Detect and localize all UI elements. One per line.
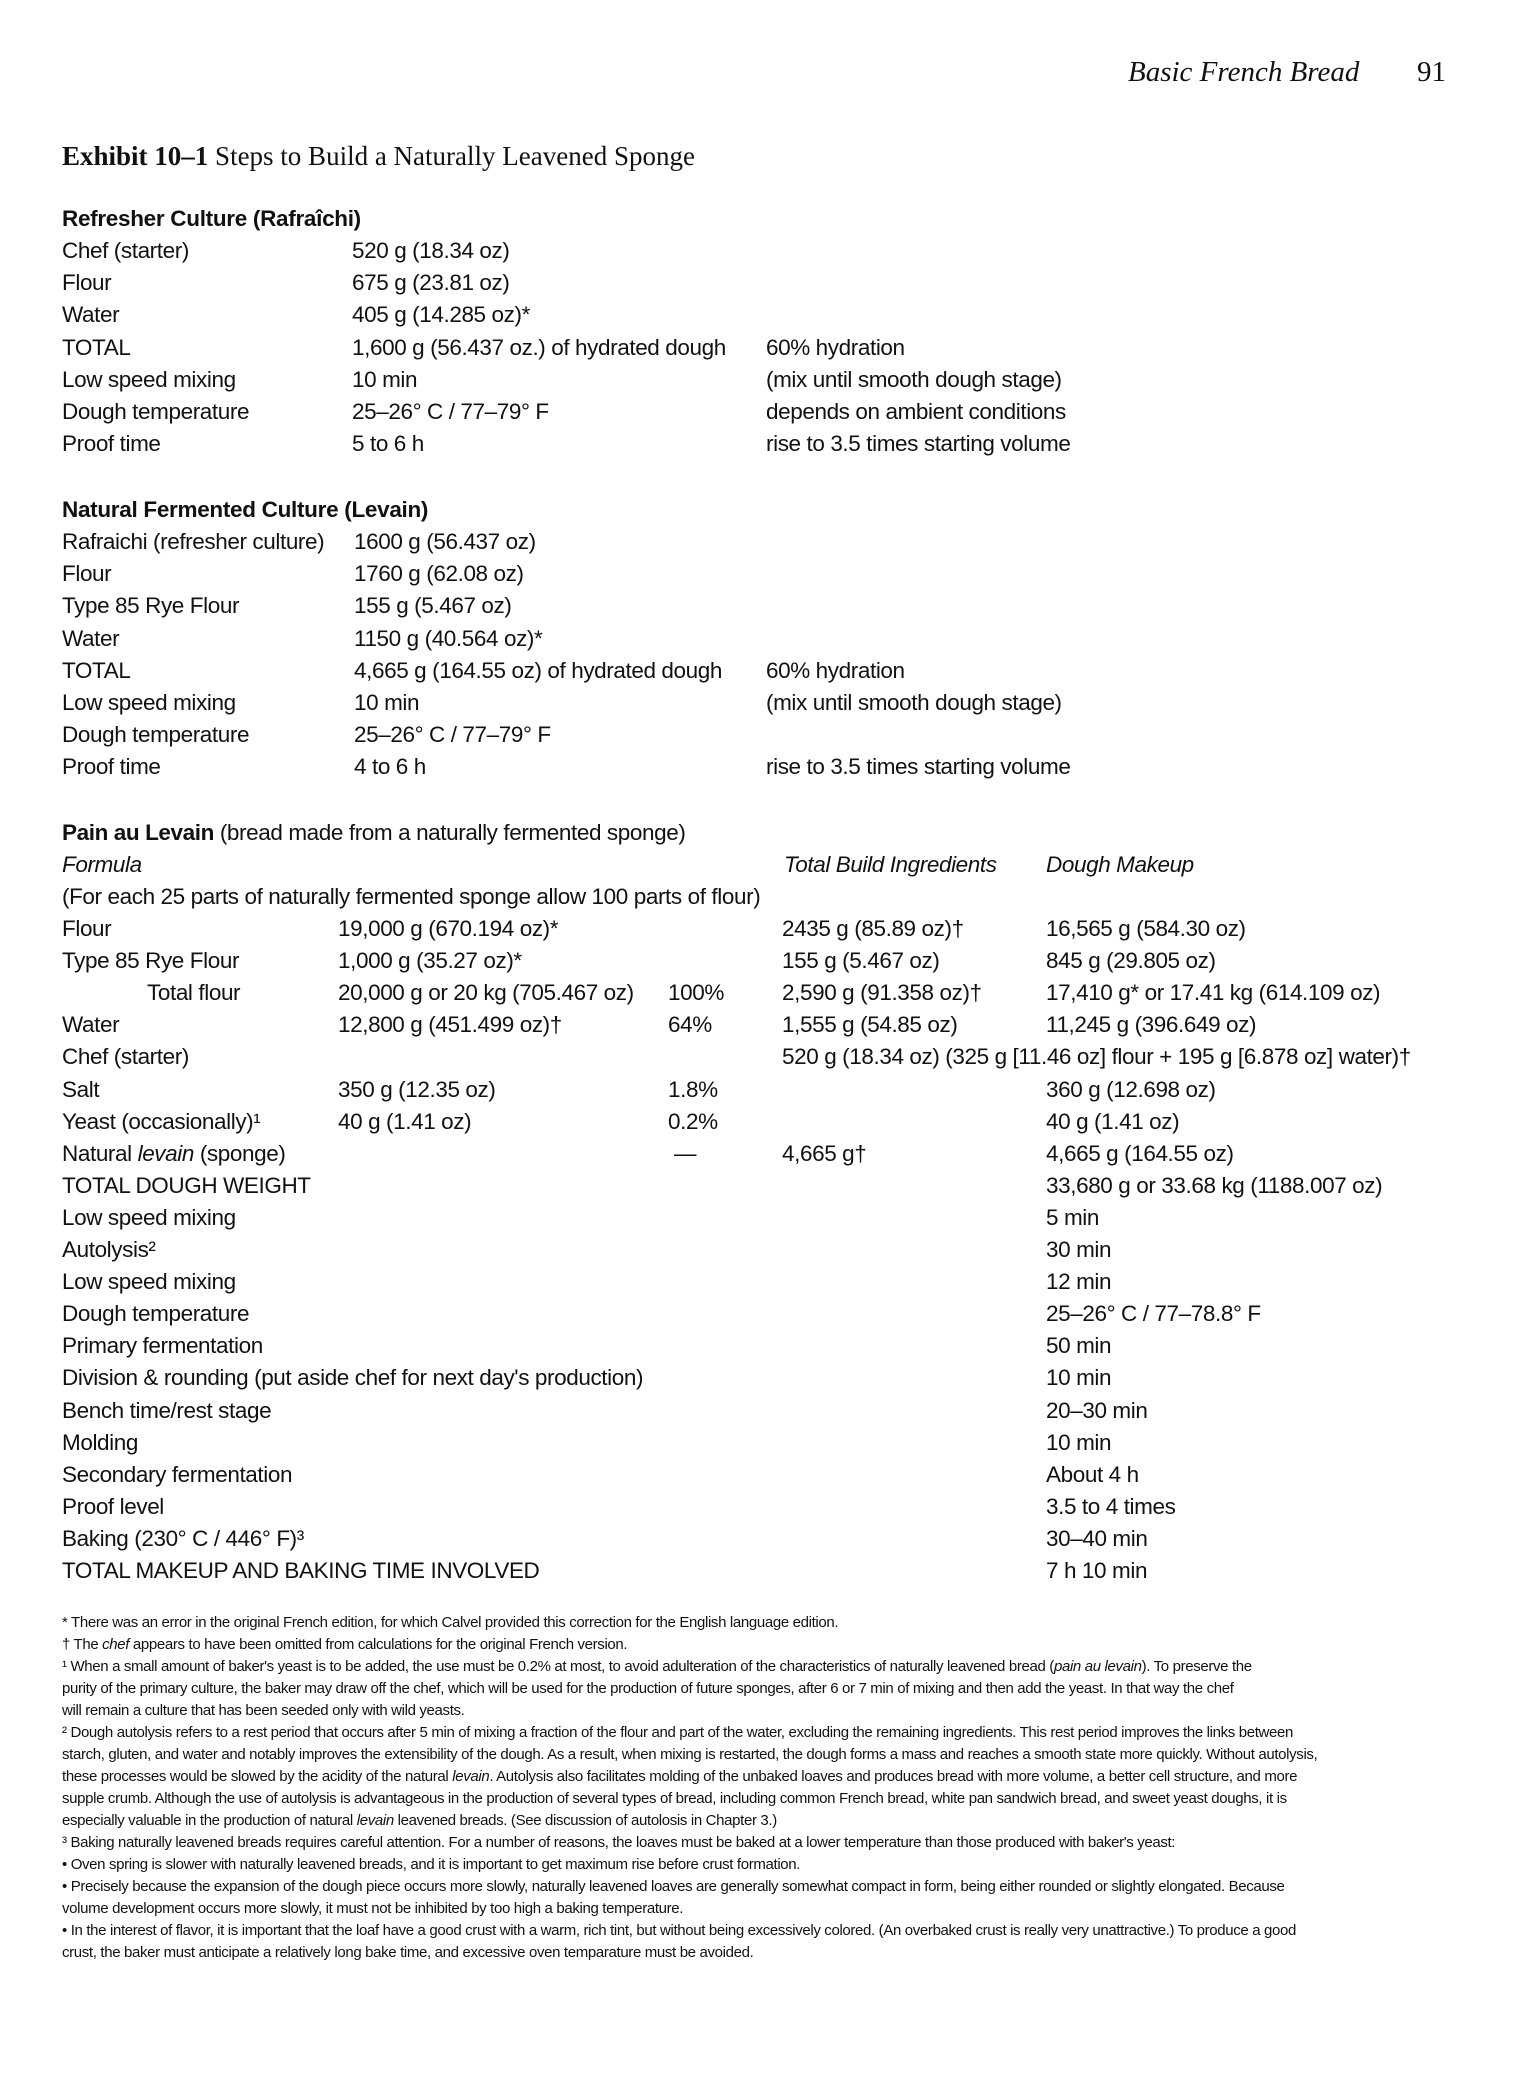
pain-formula-value: 1,000 g (35.27 oz)* [338,948,522,973]
refresher-label: Dough temperature [62,399,250,424]
refresher-label: TOTAL [62,335,131,360]
pain-build-value: 4,665 g† [782,1141,867,1166]
exhibit-label: Exhibit 10–1 [62,141,209,171]
pain-formula-value: 20,000 g or 20 kg (705.467 oz) [338,980,634,1005]
pain-build-value: 1,555 g (54.85 oz) [782,1012,958,1037]
refresher-note: rise to 3.5 times starting volume [766,431,1071,456]
pain-formula-value: 350 g (12.35 oz) [338,1077,496,1102]
levain-value: 4,665 g (164.55 oz) of hydrated dough [354,658,722,683]
pain-row-label: Yeast (occasionally)¹ [62,1109,261,1134]
refresher-heading: Refresher Culture (Rafraîchi) [62,206,361,231]
pain-percent: 64% [668,1012,712,1037]
pain-row-label: Water [62,1012,120,1037]
levain-label: Water [62,626,120,651]
pain-row-label: Type 85 Rye Flour [62,948,240,973]
pain-makeup-value: About 4 h [1046,1462,1139,1487]
refresher-value: 675 g (23.81 oz) [352,270,510,295]
pain-row-label: TOTAL MAKEUP AND BAKING TIME INVOLVED [62,1558,540,1583]
footnote-2-cont: these processes would be slowed by the acidity of the natural levain. Autolysis also facilitates molding of the unbaked loaves and produces bread with more volume, a better cell structure, and more [62,1768,1298,1785]
pain-row-label: Natural levain (sponge) [62,1141,286,1166]
pain-row-label: Bench time/rest stage [62,1398,272,1423]
pain-row-label: Primary fermentation [62,1333,263,1358]
pain-formula-value: 19,000 g (670.194 oz)* [338,916,559,941]
levain-label: Type 85 Rye Flour [62,593,240,618]
levain-value: 25–26° C / 77–79° F [354,722,551,747]
pain-row-label: Low speed mixing [62,1205,236,1230]
pain-row-label: Salt [62,1077,100,1102]
pain-makeup-value: 30 min [1046,1237,1112,1262]
pain-row-label: Chef (starter) [62,1044,189,1069]
pain-heading [62,820,685,846]
footnote-bullet-cont: crust, the baker must anticipate a relatively long bake time, and excessive oven temparature must be avoided. [62,1944,754,1961]
levain-heading: Natural Fermented Culture (Levain) [62,497,429,522]
refresher-value: 405 g (14.285 oz)* [352,302,530,327]
pain-makeup-value: 360 g (12.698 oz) [1046,1077,1216,1102]
pain-row-label: TOTAL DOUGH WEIGHT [62,1173,311,1198]
pain-heading-rest: (bread made from a naturally fermented sponge) [219,820,686,845]
pain-formula-value: 12,800 g (451.499 oz)† [338,1012,562,1037]
pain-percent: 100% [668,980,724,1005]
levain-label: Dough temperature [62,722,250,747]
levain-label: Low speed mixing [62,690,236,715]
levain-label: TOTAL [62,658,131,683]
pain-makeup-value: 10 min [1046,1365,1112,1390]
footnote-1-cont: purity of the primary culture, the baker may draw off the chef, which will be used for the production of future sponges, after 6 or 7 min of mixing and then add the yeast. In that way the chef [62,1680,1234,1697]
pain-build-value: 155 g (5.467 oz) [782,948,940,973]
pain-build-value: 2,590 g (91.358 oz)† [782,980,982,1005]
footnote-1: ¹ When a small amount of baker's yeast is to be added, the use must be 0.2% at most, to avoid adulteration of the characteristics of naturally leavened bread (pain au levain). To preserve the [62,1658,1252,1675]
pain-row-label: Dough temperature [62,1301,250,1326]
footnote-2-cont: supple crumb. Although the use of autolysis is advantageous in the production of several types of bread, including common French bread, white pan sandwich bread, and sweet yeast doughs, it is [62,1790,1287,1807]
pain-makeup-value: 17,410 g* or 17.41 kg (614.109 oz) [1046,980,1381,1005]
pain-percent: — [674,1141,697,1166]
pain-makeup-value: 7 h 10 min [1046,1558,1148,1583]
refresher-label: Flour [62,270,112,295]
pain-makeup-value: 50 min [1046,1333,1112,1358]
refresher-value: 1,600 g (56.437 oz.) of hydrated dough [352,335,726,360]
pain-row-label: Flour [62,916,112,941]
pain-row-label: Low speed mixing [62,1269,236,1294]
pain-makeup-value: 5 min [1046,1205,1100,1230]
refresher-value: 5 to 6 h [352,431,424,456]
pain-makeup-value: 11,245 g (396.649 oz) [1046,1012,1257,1037]
footnote-star: * There was an error in the original French edition, for which Calvel provided this correction for the English language edition. [62,1614,839,1631]
pain-makeup-value: 12 min [1046,1269,1112,1294]
pain-row-label: Total flour [147,980,241,1005]
refresher-value: 10 min [352,367,418,392]
pain-row-label: Proof level [62,1494,164,1519]
refresher-note: (mix until smooth dough stage) [766,367,1062,392]
levain-value: 10 min [354,690,420,715]
footnote-dagger: † The chef appears to have been omitted from calculations for the original French version. [62,1636,628,1653]
exhibit-title [62,141,695,172]
refresher-label: Water [62,302,120,327]
footnote-bullet: • Oven spring is slower with naturally leavened breads, and it is important to get maximum rise before crust formation. [62,1856,801,1873]
footnote-2-cont: especially valuable in the production of natural levain leavened breads. (See discussion of autolosis in Chapter 3.) [62,1812,777,1829]
refresher-label: Chef (starter) [62,238,189,263]
refresher-note: depends on ambient conditions [766,399,1066,424]
refresher-value: 25–26° C / 77–79° F [352,399,549,424]
footnote-1-cont: will remain a culture that has been seeded only with wild yeasts. [62,1702,465,1719]
pain-makeup-value: 40 g (1.41 oz) [1046,1109,1180,1134]
levain-value: 155 g (5.467 oz) [354,593,512,618]
levain-value: 1600 g (56.437 oz) [354,529,536,554]
pain-row-label: Autolysis² [62,1237,156,1262]
refresher-note: 60% hydration [766,335,905,360]
levain-value: 4 to 6 h [354,754,426,779]
footnote-2: ² Dough autolysis refers to a rest period that occurs after 5 min of mixing a fraction of the flour and part of the water, excluding the remaining ingredients. This rest period improves the links between [62,1724,1294,1741]
pain-makeup-value: 4,665 g (164.55 oz) [1046,1141,1234,1166]
pain-makeup-value: 25–26° C / 77–78.8° F [1046,1301,1261,1326]
refresher-label: Low speed mixing [62,367,236,392]
pain-makeup-value: 10 min [1046,1430,1112,1455]
formula-label: Formula [62,852,142,877]
pain-build-value: 2435 g (85.89 oz)† [782,916,964,941]
footnote-bullet: • In the interest of flavor, it is important that the loaf have a good crust with a warm, rich tint, but without being excessively colored. (An overbaked crust is really very unattractive.) To produce a good [62,1922,1297,1939]
pain-makeup-value: 16,565 g (584.30 oz) [1046,916,1246,941]
pain-makeup-value: 33,680 g or 33.68 kg (1188.007 oz) [1046,1173,1383,1198]
refresher-value: 520 g (18.34 oz) [352,238,510,263]
pain-build-value: 520 g (18.34 oz) (325 g [11.46 oz] flour + 195 g [6.878 oz] water)† [782,1044,1411,1069]
levain-label: Rafraichi (refresher culture) [62,529,325,554]
levain-note: (mix until smooth dough stage) [766,690,1062,715]
pain-formula-value: 40 g (1.41 oz) [338,1109,472,1134]
pain-percent: 1.8% [668,1077,718,1102]
refresher-label: Proof time [62,431,161,456]
levain-label: Flour [62,561,112,586]
pain-row-label: Molding [62,1430,138,1455]
levain-label: Proof time [62,754,161,779]
col-header-build: Total Build Ingredients [784,852,997,877]
levain-value: 1150 g (40.564 oz)* [354,626,543,651]
levain-note: 60% hydration [766,658,905,683]
footnote-bullet-cont: volume development occurs more slowly, it must not be inhibited by too high a baking temperature. [62,1900,684,1917]
col-header-makeup: Dough Makeup [1046,852,1194,877]
pain-heading-bold: Pain au Levain [62,820,214,845]
pain-makeup-value: 30–40 min [1046,1526,1148,1551]
footnote-3: ³ Baking naturally leavened breads requires careful attention. For a number of reasons, the loaves must be baked at a lower temperature than those produced with baker's yeast: [62,1834,1176,1851]
pain-makeup-value: 3.5 to 4 times [1046,1494,1176,1519]
pain-makeup-value: 20–30 min [1046,1398,1148,1423]
running-title: Basic French Bread [1128,56,1360,88]
pain-makeup-value: 845 g (29.805 oz) [1046,948,1216,973]
pain-percent: 0.2% [668,1109,718,1134]
footnote-bullet: • Precisely because the expansion of the dough piece occurs more slowly, naturally leavened loaves are generally somewhat compact in form, being either rounded or slightly elongated. Because [62,1878,1285,1895]
levain-note: rise to 3.5 times starting volume [766,754,1071,779]
pain-row-label: Secondary fermentation [62,1462,293,1487]
pain-row-label: Division & rounding (put aside chef for next day's production) [62,1365,644,1390]
pain-row-label: Baking (230° C / 446° F)³ [62,1526,304,1551]
exhibit-caption: Steps to Build a Naturally Leavened Sponge [215,141,695,171]
formula-note: (For each 25 parts of naturally fermented sponge allow 100 parts of flour) [62,884,761,909]
page-number: 91 [1417,56,1446,88]
levain-value: 1760 g (62.08 oz) [354,561,524,586]
footnotes [62,1612,1462,1964]
footnote-2-cont: starch, gluten, and water and notably improves the extensibility of the dough. As a result, when mixing is restarted, the dough forms a mass and reaches a smooth state more quickly. Without autolysis, [62,1746,1318,1763]
